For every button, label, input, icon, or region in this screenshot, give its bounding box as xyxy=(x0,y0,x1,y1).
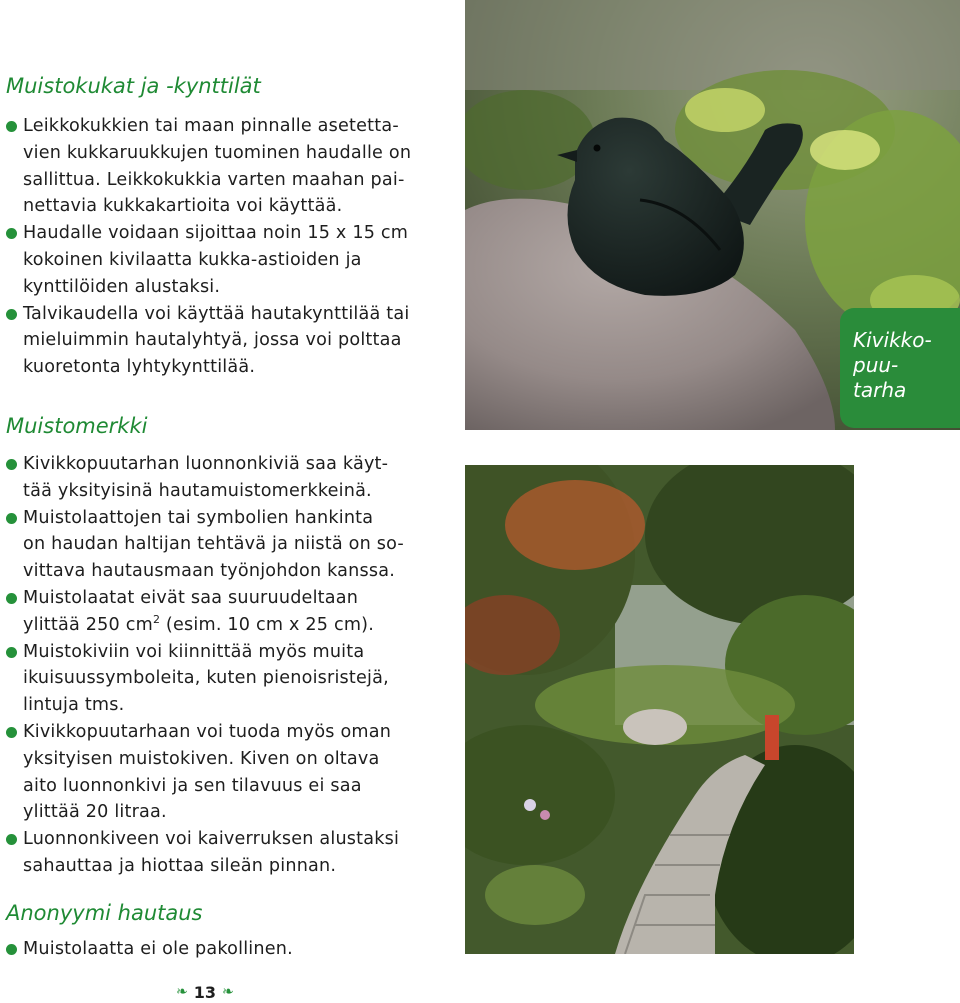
rock-garden-image xyxy=(465,465,854,954)
section-title-muistomerkki: Muistomerkki xyxy=(6,414,148,438)
bullet-dot-icon xyxy=(6,228,17,239)
bullet-dot-icon xyxy=(6,309,17,320)
bullet-dot-icon xyxy=(6,593,17,604)
list-item: Haudalle voidaan sijoittaa noin 15 x 15 cm kokoinen kivilaatta kukka-astioiden ja kynttilöiden alustaksi. xyxy=(6,220,451,300)
bullet-list-anonyymi xyxy=(6,936,451,963)
bullet-dot-icon xyxy=(6,834,17,845)
list-item: Muistolaatat eivät saa suuruudeltaan ylittää 250 $cm^2$ (esim. 10 cm x 25 cm). xyxy=(6,585,451,639)
bullet-dot-icon xyxy=(6,513,17,524)
bullet-dot-icon xyxy=(6,727,17,738)
page-footer xyxy=(176,981,234,1003)
list-item: Muistokiviin voi kiinnittää myös muita ikuisuussymboleita, kuten pienoisristejä, lintuja tms. xyxy=(6,639,451,719)
list-item: Muistolaattojen tai symbolien hankinta on haudan haltijan tehtävä ja niistä on so- vittava hautausmaan työnjohdon kanssa. xyxy=(6,505,451,585)
section-title-muistokukat: Muistokukat ja -kynttilät xyxy=(6,74,261,98)
page-number: 13 xyxy=(193,982,216,1002)
list-item: Talvikaudella voi käyttää hautakynttilää tai mieluimmin hautalyhtyä, jossa voi polttaa kuoretonta lyhtykynttilää. xyxy=(6,301,451,381)
list-item: Kivikkopuutarhan luonnonkiviä saa käyt- tää yksityisinä hautamuistomerkkeinä. xyxy=(6,451,451,505)
bullet-dot-icon xyxy=(6,121,17,132)
list-item: Luonnonkiveen voi kaiverruksen alustaksi sahauttaa ja hiottaa sileän pinnan. xyxy=(6,826,451,880)
section-tab-kivikkopuutarha: Kivikko- puu- tarha xyxy=(840,308,960,428)
leaf-ornament-icon: ❧ xyxy=(222,984,234,1000)
section-title-anonyymi: Anonyymi hautaus xyxy=(6,901,203,925)
rock-garden-photo xyxy=(465,465,854,954)
bullet-dot-icon xyxy=(6,647,17,658)
list-item: Muistolaatta ei ole pakollinen. xyxy=(6,936,451,963)
bullet-list-muistomerkki xyxy=(6,451,451,880)
bullet-dot-icon xyxy=(6,459,17,470)
list-item: Kivikkopuutarhaan voi tuoda myös oman yksityisen muistokiven. Kiven on oltava aito luonnonkivi ja sen tilavuus ei saa ylittää 20 litraa. xyxy=(6,719,451,826)
bullet-dot-icon xyxy=(6,944,17,955)
leaf-ornament-icon: ❧ xyxy=(176,984,188,1000)
bullet-list-muistokukat xyxy=(6,113,451,381)
list-item: Leikkokukkien tai maan pinnalle asetetta- vien kukkaruukkujen tuominen haudalle on sallittua. Leikkokukkia varten maahan pai- nettavia kukkakartioita voi käyttää. xyxy=(6,113,451,220)
